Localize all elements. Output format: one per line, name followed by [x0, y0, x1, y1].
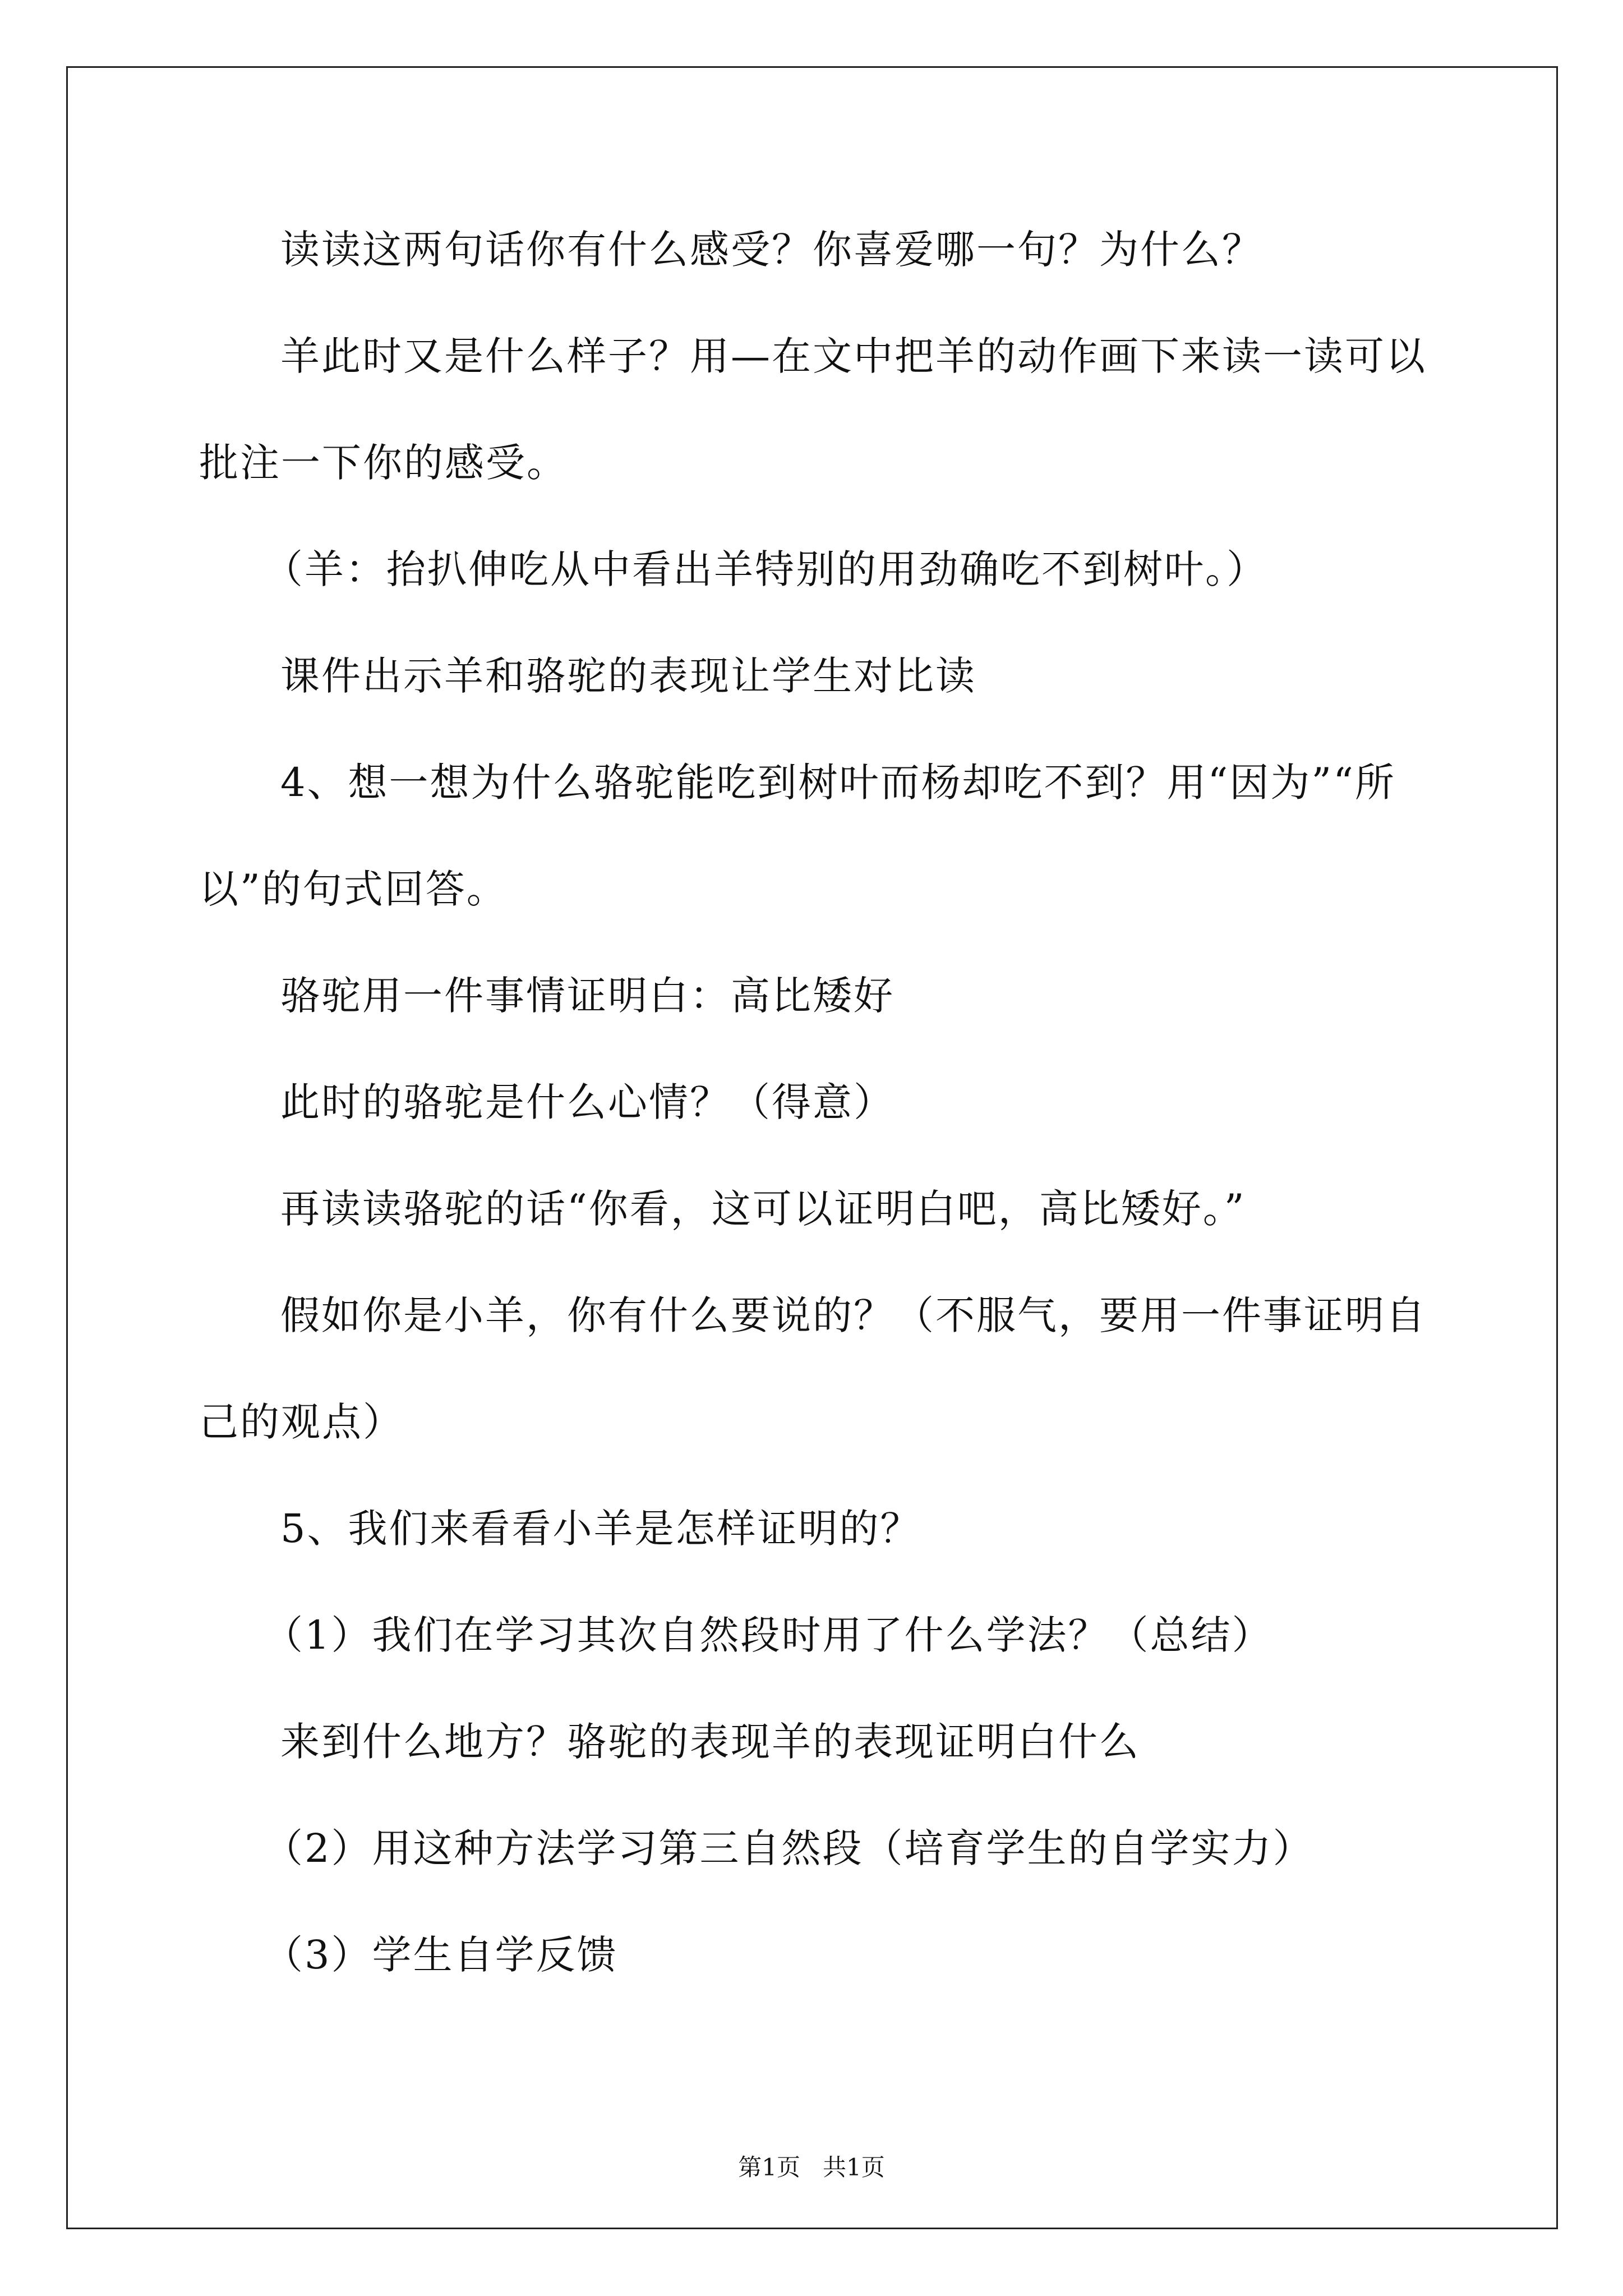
paragraph-9-cont: 己的观点）	[199, 1399, 404, 1445]
page-border	[66, 66, 1558, 2229]
paragraph-12: 来到什么地方？骆驼的表现羊的表现证明白什么	[280, 1719, 1140, 1765]
paragraph-13: （2）用这种方法学习第三自然段（培育学生的自学实力）	[264, 1825, 1314, 1871]
paragraph-7: 此时的骆驼是什么心情？（得意）	[280, 1079, 895, 1125]
paragraph-2-cont: 批注一下你的感受。	[199, 440, 568, 486]
paragraph-10: 5、我们来看看小羊是怎样证明的？	[280, 1506, 921, 1552]
page-footer: 第1页 共1页	[738, 2154, 885, 2181]
paragraph-4: 课件出示羊和骆驼的表现让学生对比读	[280, 653, 976, 699]
paragraph-14: （3）学生自学反馈	[264, 1932, 618, 1978]
paragraph-6: 骆驼用一件事情证明白：高比矮好	[280, 973, 895, 1019]
paragraph-5-cont: 以”的句式回答。	[199, 866, 508, 912]
paragraph-1: 读读这两句话你有什么感受？你喜爱哪一句？为什么？	[280, 227, 1263, 273]
paragraph-2: 羊此时又是什么样子？用—在文中把羊的动作画下来读一读可以	[280, 333, 1427, 379]
paragraph-9: 假如你是小羊，你有什么要说的？（不服气，要用一件事证明自	[280, 1292, 1427, 1338]
paragraph-11: （1）我们在学习其次自然段时用了什么学法？（总结）	[264, 1612, 1273, 1658]
paragraph-8: 再读读骆驼的话“你看，这可以证明白吧，高比矮好。”	[280, 1186, 1246, 1232]
paragraph-3: （羊：抬扒伸吃从中看出羊特别的用劲确吃不到树叶。）	[264, 546, 1267, 592]
paragraph-5: 4、想一想为什么骆驼能吃到树叶而杨却吃不到？用“因为”“所	[280, 760, 1396, 806]
